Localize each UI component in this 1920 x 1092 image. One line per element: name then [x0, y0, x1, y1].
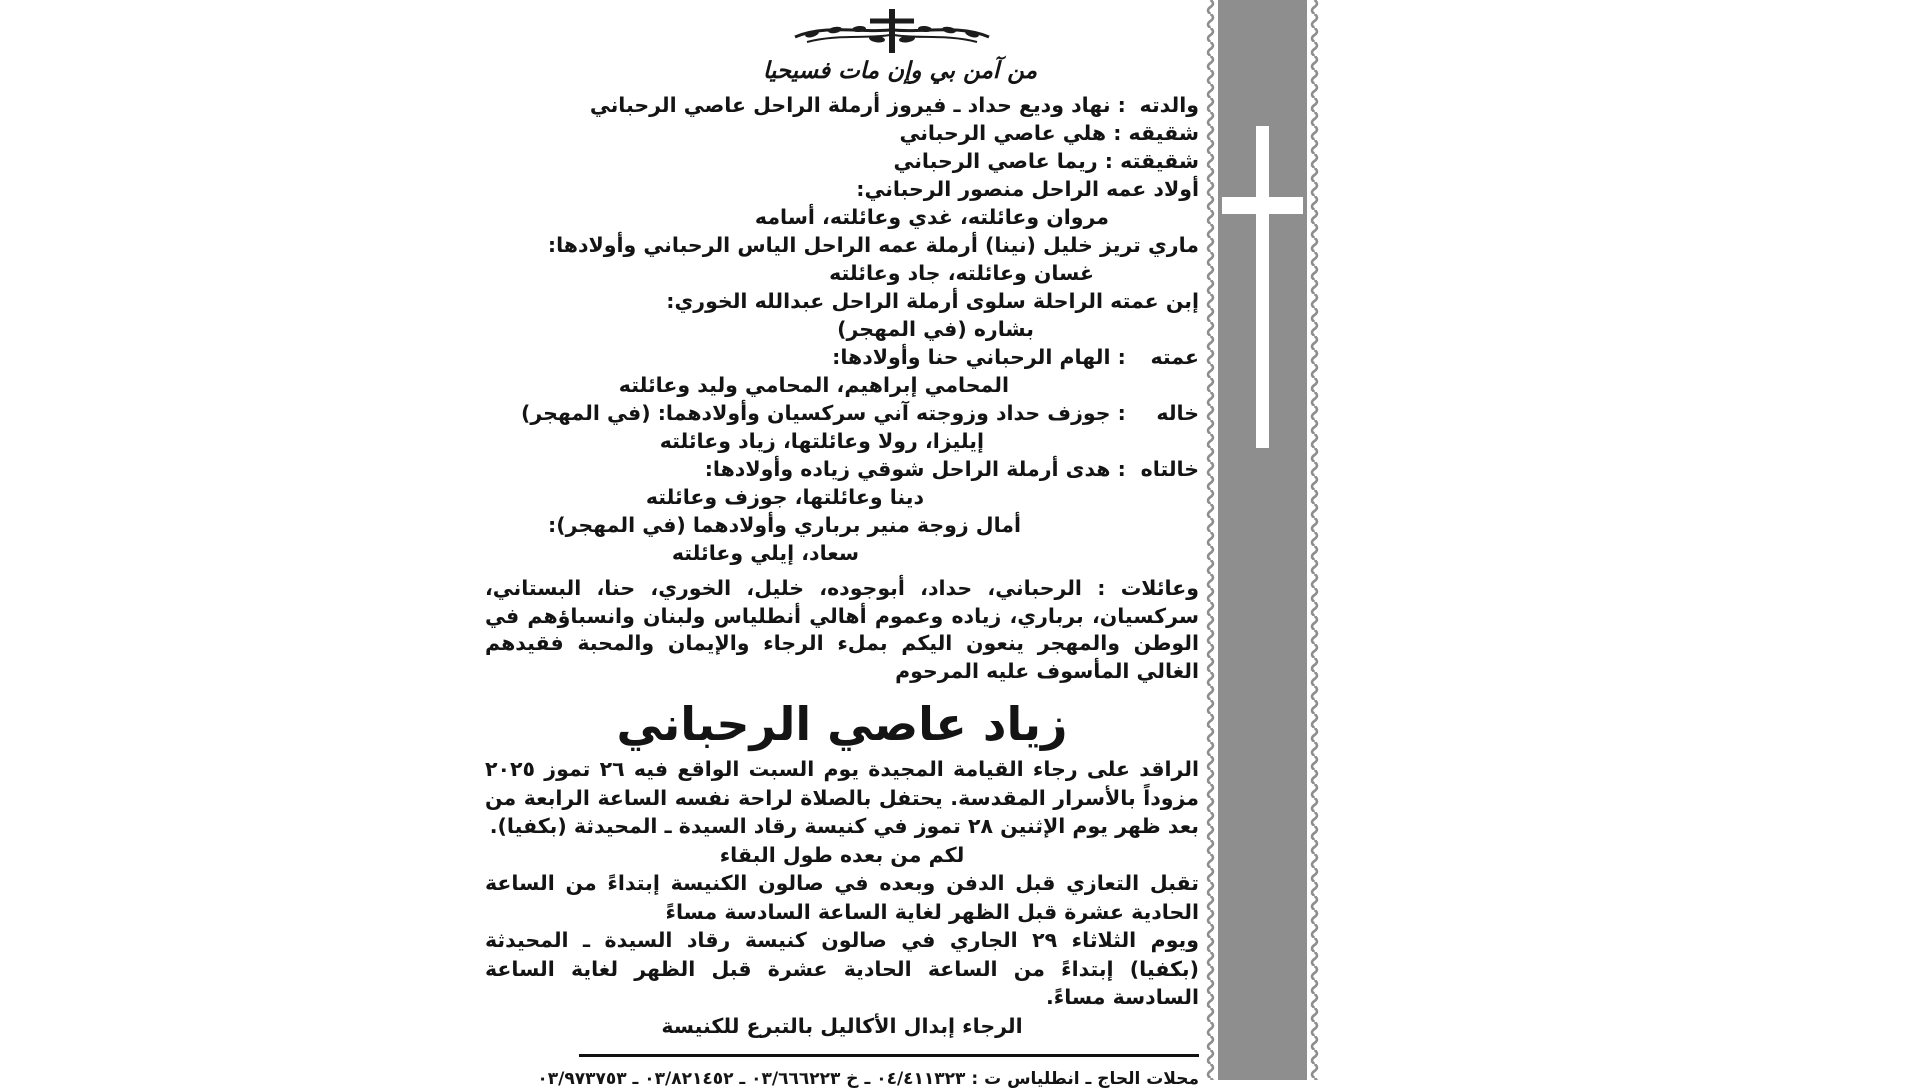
obituary-line: سعاد، إيلي وعائلته	[671, 541, 859, 565]
obituary-line	[485, 91, 1199, 119]
laurel-cross-icon	[535, 6, 1249, 56]
condolence-phrase: لكم من بعده طول البقاء	[719, 842, 965, 867]
wreaths-note: الرجاء إبدال الأكاليل بالتبرع للكنيسة	[661, 1013, 1023, 1038]
zigzag-border-left	[1205, 0, 1216, 1080]
relation-value: : هلي عاصي الرحباني	[899, 121, 1129, 145]
obituary-line: مروان وعائلته، غدي وعائلته، أسامه	[754, 205, 1109, 229]
obituary-line: دينا وعائلتها، جوزف وعائلته	[645, 485, 924, 509]
obituary-line	[485, 455, 1199, 483]
relation-label: عمته	[1150, 345, 1199, 369]
obituary-document	[485, 0, 1199, 1092]
announcement-paragraph: الراقد على رجاء القيامة المجيدة يوم السبت الواقع فيه ٢٦ تموز ٢٠٢٥ مزوداً بالأسرار المقدسة. يحتفل بالصلاة لراحة نفسه الساعة الرابعة من بعد ظهر يوم الإثنين ٢٨ تموز في كنيسة رقاد السيدة ـ المحيدثة (بكفيا).	[485, 757, 1199, 838]
obituary-line: أمال زوجة منير برباري وأولادهما (في المهجر):	[548, 513, 1021, 537]
footer-divider	[579, 1054, 1199, 1057]
latin-cross-icon	[1222, 197, 1303, 214]
epigraph: من آمن بي وإن مات فسيحيا	[762, 58, 1038, 84]
obituary-line: أولاد عمه الراحل منصور الرحباني:	[856, 177, 1199, 201]
latin-cross-icon	[1256, 126, 1269, 448]
obituary-line	[485, 399, 1199, 427]
relation-label: خاله	[1156, 401, 1199, 425]
condolences-schedule-day2: ويوم الثلاثاء ٢٩ الجاري في صالون كنيسة رقاد السيدة ـ المحيدثة (بكفيا) إبتداءً من الساعة الحادية عشرة قبل الظهر لغاية الساعة السادسة مساءً.	[485, 928, 1199, 1009]
relation-value: : الهام الرحباني حنا وأولادها:	[832, 345, 1133, 369]
zigzag-border-right	[1309, 0, 1320, 1080]
obituary-line	[485, 343, 1199, 371]
deceased-name: زياد عاصي الرحباني	[616, 697, 1068, 751]
obituary-line: المحامي إبراهيم، المحامي وليد وعائلته	[618, 373, 1009, 397]
obituary-line: غسان وعائلته، جاد وعائلته	[829, 261, 1094, 285]
obituary-line: إيليزا، رولا وعائلتها، زياد وعائلته	[659, 429, 984, 453]
relation-label: خالتاه	[1140, 457, 1199, 481]
obituary-line: بشاره (في المهجر)	[837, 317, 1034, 341]
relation-value: : هدى أرملة الراحل شوقي زياده وأولادها:	[704, 457, 1133, 481]
relation-value: : ريما عاصي الرحباني	[893, 149, 1121, 173]
memorial-band	[1205, 0, 1320, 1080]
condolences-schedule: تقبل التعازي قبل الدفن وبعده في صالون الكنيسة إبتداءً من الساعة الحادية عشرة قبل الظهر لغاية الساعة السادسة مساءً	[485, 871, 1199, 924]
obituary-line: ماري تريز خليل (نينا) أرملة عمه الراحل الياس الرحباني وأولادها:	[547, 233, 1199, 257]
obituary-line	[485, 119, 1199, 147]
funeral-home-contact: محلات الحاج ـ انطلياس ت : ٠٤/٤١١٣٢٣ ـ خ ٠٣/٦٦٦٢٢٣ ـ ٠٣/٨٢١٤٥٢ ـ ٠٣/٩٧٣٧٥٣	[537, 1069, 1199, 1089]
relation-label: والدته	[1139, 93, 1199, 117]
relation-value: : نهاد وديع حداد ـ فيروز أرملة الراحل عاصي الرحباني	[589, 93, 1133, 117]
families-paragraph: وعائلات : الرحباني، حداد، أبوجوده، خليل، الخوري، حنا، البستاني، سركسيان، برباري، زياده وعموم أهالي أنطلياس ولبنان وانسباؤهم في الوطن والمهجر ينعون اليكم بملء الرجاء والإيمان والمحبة فقيدهم الغالي المأسوف عليه المرحوم	[485, 576, 1199, 683]
obituary-line	[485, 147, 1199, 175]
family-lines	[485, 91, 1199, 567]
relation-label: شقيقه	[1128, 121, 1199, 145]
obituary-line: إبن عمته الراحلة سلوى أرملة الراحل عبدالله الخوري:	[666, 289, 1199, 313]
relation-label: شقيقته	[1120, 149, 1199, 173]
relation-value: : جوزف حداد وزوجته آني سركسيان وأولادهما: (في المهجر)	[521, 401, 1133, 425]
